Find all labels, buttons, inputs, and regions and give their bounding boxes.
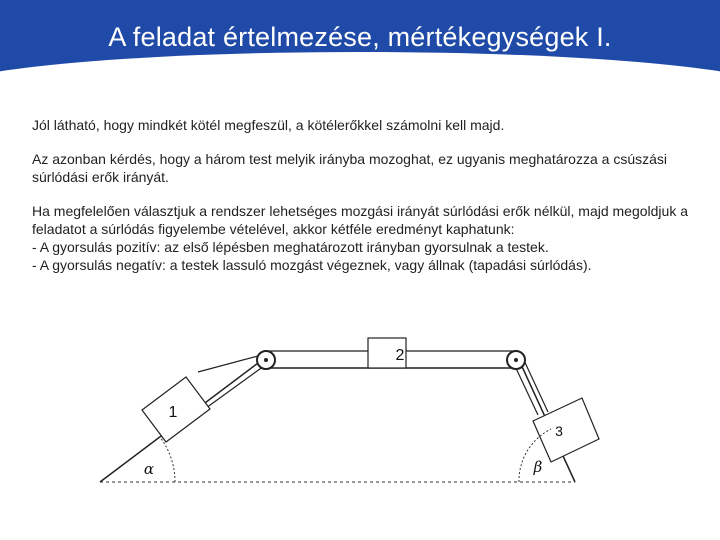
angle-alpha-label: α (143, 460, 155, 478)
incline-diagram (0, 320, 720, 540)
angle-beta-label: β (533, 458, 543, 476)
rope-left-2 (206, 366, 264, 408)
block-1-label: 1 (168, 404, 178, 421)
paragraph-2: Az azonban kérdés, hogy a három test melyik irányba mozoghat, ez ugyanis meghatározza a csúszási súrlódási erők irányát. (32, 151, 667, 185)
slide-title: A feladat értelmezése, mértékegységek I. (108, 22, 612, 52)
title-banner (0, 0, 720, 84)
rope-right-2 (514, 364, 538, 415)
left-pulley-hub (264, 358, 268, 362)
bullet-2: - A gyorsulás negatív: a testek lassuló mozgást végeznek, vagy állnak (tapadási súrlódás). (32, 257, 592, 273)
bullet-1: - A gyorsulás pozitív: az első lépésben meghatározott irányban gyorsulnak a testek. (32, 239, 549, 255)
right-pulley-hub (514, 358, 518, 362)
block-3-label: 3 (555, 423, 563, 439)
block-2-label: 2 (395, 347, 405, 364)
angle-alpha-arc (160, 437, 175, 482)
rope-right (522, 356, 548, 412)
paragraph-3: Ha megfelelően választjuk a rendszer lehetséges mozgási irányát súrlódási erők nélkül, majd megoldjuk a feladatot a súrlódás figyelembe vételével, akkor kétféle eredményt kaphatunk: (32, 203, 689, 237)
block-3 (533, 398, 599, 462)
banner-curve (0, 52, 720, 84)
slide-body (32, 116, 688, 274)
paragraph-1: Jól látható, hogy mindkét kötél megfeszül, a kötélerőkkel számolni kell majd. (32, 117, 505, 133)
